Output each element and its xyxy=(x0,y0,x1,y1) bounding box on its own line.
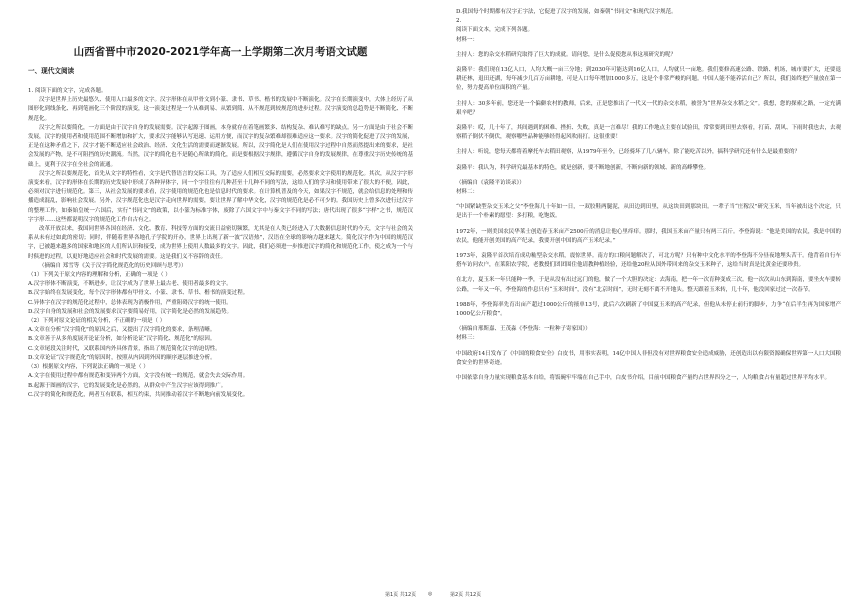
passage-paragraph: 改革开放以来，我国同世界各国在经济、文化、教育、科技等方面的交流日益密切频繁，尤其是在人类已经进入了大数据信息时代的今天，文字与社会的关系从未有过如此的密切；同时，伴随着世界各地孔子学院的开办，世界上出现了新一波“汉语热”，汉语在全球的影响力越来越大。简化汉字作为中国的规范汉字，已被越来越多的国家和地区的人们所认识和接受，成为世界上使用人数最多的文字。因此，我们必须进一步推进汉字的简化和规范化工作，使之成为一个与时俱进的过程，以更好地适应社会和时代发展的需要。这是我们义不容辞的责任。 xyxy=(28,226,413,260)
question-option: A.文字在使用过程中都有规范和变异两个方面，文字没有统一的规范，就会失去交际作用。 xyxy=(28,373,249,380)
document-title: 山西省晋中市2020-2021学年高一上学期第二次月考语文试题 xyxy=(73,46,368,58)
question-option: B.文章善于从多角度展开论证分析，如分析论证“汉字简化、规范化”的原因。 xyxy=(28,336,216,343)
question-option: B.起源于图画的汉字，它的发展变化是必然的，从群众中产生汉字应该得到推广。 xyxy=(28,382,227,389)
question-option: B.汉字始终在发展变化，每个汉字形体都有甲骨文、小篆、隶书、草书、楷书的演变过程。 xyxy=(28,290,249,297)
material-heading: 材料二： xyxy=(456,189,479,196)
right-column xyxy=(456,8,841,583)
left-column xyxy=(28,8,413,583)
footer-divider-mark: ◎ xyxy=(428,591,433,597)
question-option: D.我国每个时期都有汉字正字法，它促进了汉字的发展，如秦朝“书同文”和现代汉字规范。 xyxy=(456,9,677,15)
interview-line: 袁隆平：我们现在13亿人口，人均大概一亩三分地；到2030年可能达到16亿人口，人均就只一亩地。我们要修高速公路、铁路、机场，城市要扩大，还要退耕还林，退田还湖，每年减少几百万亩耕地，可是人口每年增加1000多万，这是个非常严峻的问题。中国人能不能养活自己？所以，我们始终把产量放在第一位，努力提高单位面积的产量。 xyxy=(456,67,841,92)
passage-paragraph: 汉字是世界上历史最悠久、使用人口最多的文字。汉字形体在从甲骨文到小篆、隶书、草书、楷书的发展中不断演化。汉字在长期演变中，大体上经历了从图形化到线条化、再到笔画化三个阶段的演变，这一演变过程是一个从难到易、从繁到简、从不规范到较规范的进步过程。汉字演变的总趋势是不断简化、不断规范化。 xyxy=(28,97,413,122)
material-paragraph: 在北方，夏玉米一年只能种一季，于是从没有出过远门的他，做了一个大胆的决定：去海南，把一年一次育种变成三次。他一次次从山东到海南，要坐火车要转公路，一年又一年，李登海的作息只有“玉米时间”，没有“北京时间”，无时无刻不离不开地头。整天跟着玉米转，几十年，他没回家过过一次春节。 xyxy=(456,277,841,293)
material-heading: 材料一： xyxy=(456,36,479,43)
question-option: A.汉字形体不断演变，不断进步，让汉字成为了世界上最古老、使用者最多的文字。 xyxy=(28,281,232,288)
passage-paragraph: 汉字之所以要规范化，首先从文字的特性看，文字是代替语言的交际工具，为了适应人们相互交际的需要，必然要求文字使用的规范化。其次，从汉字字形演变来看，汉字的形体在长期的历史发展中形成了各种异体字，同一个字往往有几种甚至十几种不同的写法，这给人们的学习和使用带来了很大的不便，因此，必须对汉字进行规范化。第三，从社会发展的要求看，汉字使用的规范化也是信息时代的要求。在计算机普及的今天，如果汉字不规范，就会给信息的处理和传播造成混乱，影响社会发展。另外，汉字规范化也是汉字走向世界的需要，要让世界了解中华文化，汉字的规范化是必不可少的。我国历史上曾多次进行过汉字的整理工作，如秦始皇统一六国后，实行“书同文”的政策，以小篆为标准字体，废除了六国文字中与秦文字不同的写法；唐代出现了很多“字样”之书，规范汉字字形……这些都说明汉字的规范化工作自古有之。 xyxy=(28,170,413,223)
material-source: （摘编自邢斯嘉、王茂淼《李登海：一粒种子寄家国》） xyxy=(456,326,591,333)
question-option: C.汉字的简化和规范化，两者互有联系，相互约束，共同推动着汉字不断地向前发展变化。 xyxy=(28,391,249,398)
material-paragraph: “中国紧缺型杂交玉米之父”李登海几十年如一日，一双胶鞋两腿泥，从田边到田里，从这块田到那块田。一辈子当“庄稼汉”研究玉米，当年被出这个决定，只是出于一个朴素的愿望：多打粮，吃饱饭。 xyxy=(456,204,841,220)
question-option: C.文章尾段关注时代，又联系国内外具体背景，指出了规范简化汉字的迫切性。 xyxy=(28,345,221,352)
question-option: C.异体字在汉字的规范化过程中，总体表现为消极作用，严重阻碍汉字的统一使用。 xyxy=(28,299,232,306)
interview-line: 袁隆平：哎，几十年了，其间遇到的困难、挫折、失败，真是一言难尽！我的工作地点主要在试验田，常常要到田里去察看，打苗、刮风、下雨时我也去，去观察稻子倒伏不倒伏，观察哪些品种能够经得起风吹雨打。这很重要！ xyxy=(456,125,841,141)
material-paragraph: 1972年，一则美国农民华莱士创造春玉米亩产2500斤的消息让他心里痒痒。那时，我国玉米亩产量只有两三百斤。李登海说：“他是美国的农民，我是中国的农民，他能开创美国的高产纪录，我要开创中国的高产玉米纪录。” xyxy=(456,228,841,244)
interview-line: 主持人：您的杂交水稻研究取得了巨大的成就。请问您，是什么促使您从事这项研究的呢？ xyxy=(456,51,677,58)
material-paragraph: 1973年，袁隆平首次培育成功籼型杂交水稻，震惊世界。南方的口粮问题解决了，可北方呢？只有种中文化水平的李登海不分昼夜地埋头苦干。他背着自行车搭车访问农户，在莱阳农学院，老教授们团团围住他请教种植经验，还给他20粒从国外带回来的杂交玉米种子，这给当时真是比黄金还要珍贵。 xyxy=(456,253,841,269)
page-footer xyxy=(0,591,860,603)
question-option: D.文章论证“汉字规范化”的原因时，按照从内因到外因的顺序逐层推进分析。 xyxy=(28,354,216,361)
question-stem: （1）下列关于原文内容的理解和分析，正确的一项是（ ） xyxy=(28,272,171,279)
interview-line: 主持人：30多年前，您还是一个偏僻农村的教师，后来，正是您推出了一代又一代的杂交水稻，被誉为“世界杂交水稻之父”。我想，您的探索之路，一定充满艰辛吧？ xyxy=(456,100,841,116)
question-option: D.汉字自身的发展和社会的发展要求汉字要简易好用，汉字简化是必然的发展趋势。 xyxy=(28,308,232,315)
section-heading: 一、现代文阅读 xyxy=(28,67,75,75)
interview-line: 袁隆平：我认为，科学研究最基本的特色，就是创新，要不断地创新，不断向新的领域、新的高峰攀登。 xyxy=(456,164,710,171)
material-paragraph: 中国政府14日发布了《中国的粮食安全》白皮书，用事实表明，14亿中国人非但没有对世界粮食安全造成威胁，还创造出以有限资源确保世界第一人口大国粮食安全的世界奇迹。 xyxy=(456,350,841,366)
question-option: A.文章在分析“汉字简化”的原因之后，又提出了汉字简化的要求，条理清晰。 xyxy=(28,327,216,334)
question-stem: （2）下列对原文论证的相关分析，不正确的一项是（ ） xyxy=(28,318,166,325)
question-stem: （3）根据原文内容，下列说法正确的一项是（ ） xyxy=(28,364,149,371)
question-number: 2. xyxy=(456,18,462,25)
interview-line: 主持人：听说，您每天都将着摩托车去稻田观察，从1979年至今，已经骑坏了几八辆车，除了能吃苦以外，搞科学研究还有什么是最重要的？ xyxy=(456,149,801,156)
question-intro: 1. 阅读下面的文字，完成各题。 xyxy=(28,88,107,94)
page-number-left: 第1页 共12页 xyxy=(385,592,417,598)
passage-paragraph: 汉字之所以要简化，一方面是由于汉字自身的发展需要。汉字起源于图画，本身就存在着笔画繁多、结构复杂、难认难写的缺点。另一方面是由于社会不断发展，汉字的使用者和使用范围不断增加和扩大，要求汉字能够认写迅速、运用方便，而汉字的复杂繁难却很难适应这一要求。汉字的简化促进了汉字的发展，正是在这种矛盾之下，汉字才能不断适应社会政治、经济、文化生活的需要而逐渐发展。所以，汉字简化是人们在使用汉字过程中自然而然提出来的要求，是社会发展的产物，是不可阻挡的历史潮流。当然，汉字的简化也不是随心所欲的简化，而是要根据汉字规律，遵循汉字自身的发展规律，在尊重汉字历史传统的基础上，更利于汉字在全社会的流通。 xyxy=(28,124,413,168)
material-paragraph: 1988年，李登海率先育出亩产超过1000公斤的掖单13号，此后六次刷新了中国夏玉米的高产纪录，但他从未停止前行的脚步，力争“在后半生再为国家增产1000亿公斤粮食”。 xyxy=(456,301,841,318)
material-paragraph: 中国依靠自身力量实现粮食基本自给，将饭碗牢牢端在自己手中，白皮书介绍，目前中国粮食产量约占世界四分之一，人均粮食占有量超过世界平均水平。 xyxy=(456,375,831,382)
passage-source: （摘编自 郑雪等《关于汉字简化规范化的历史回顾与思考》） xyxy=(39,262,187,269)
page-number-right: 第2页 共12页 xyxy=(450,592,482,598)
material-source: （摘编自《袁隆平访谈录》） xyxy=(456,179,525,186)
question-intro: 阅读下面文本，完成下列各题。 xyxy=(456,27,534,34)
material-heading: 材料三： xyxy=(456,335,479,342)
